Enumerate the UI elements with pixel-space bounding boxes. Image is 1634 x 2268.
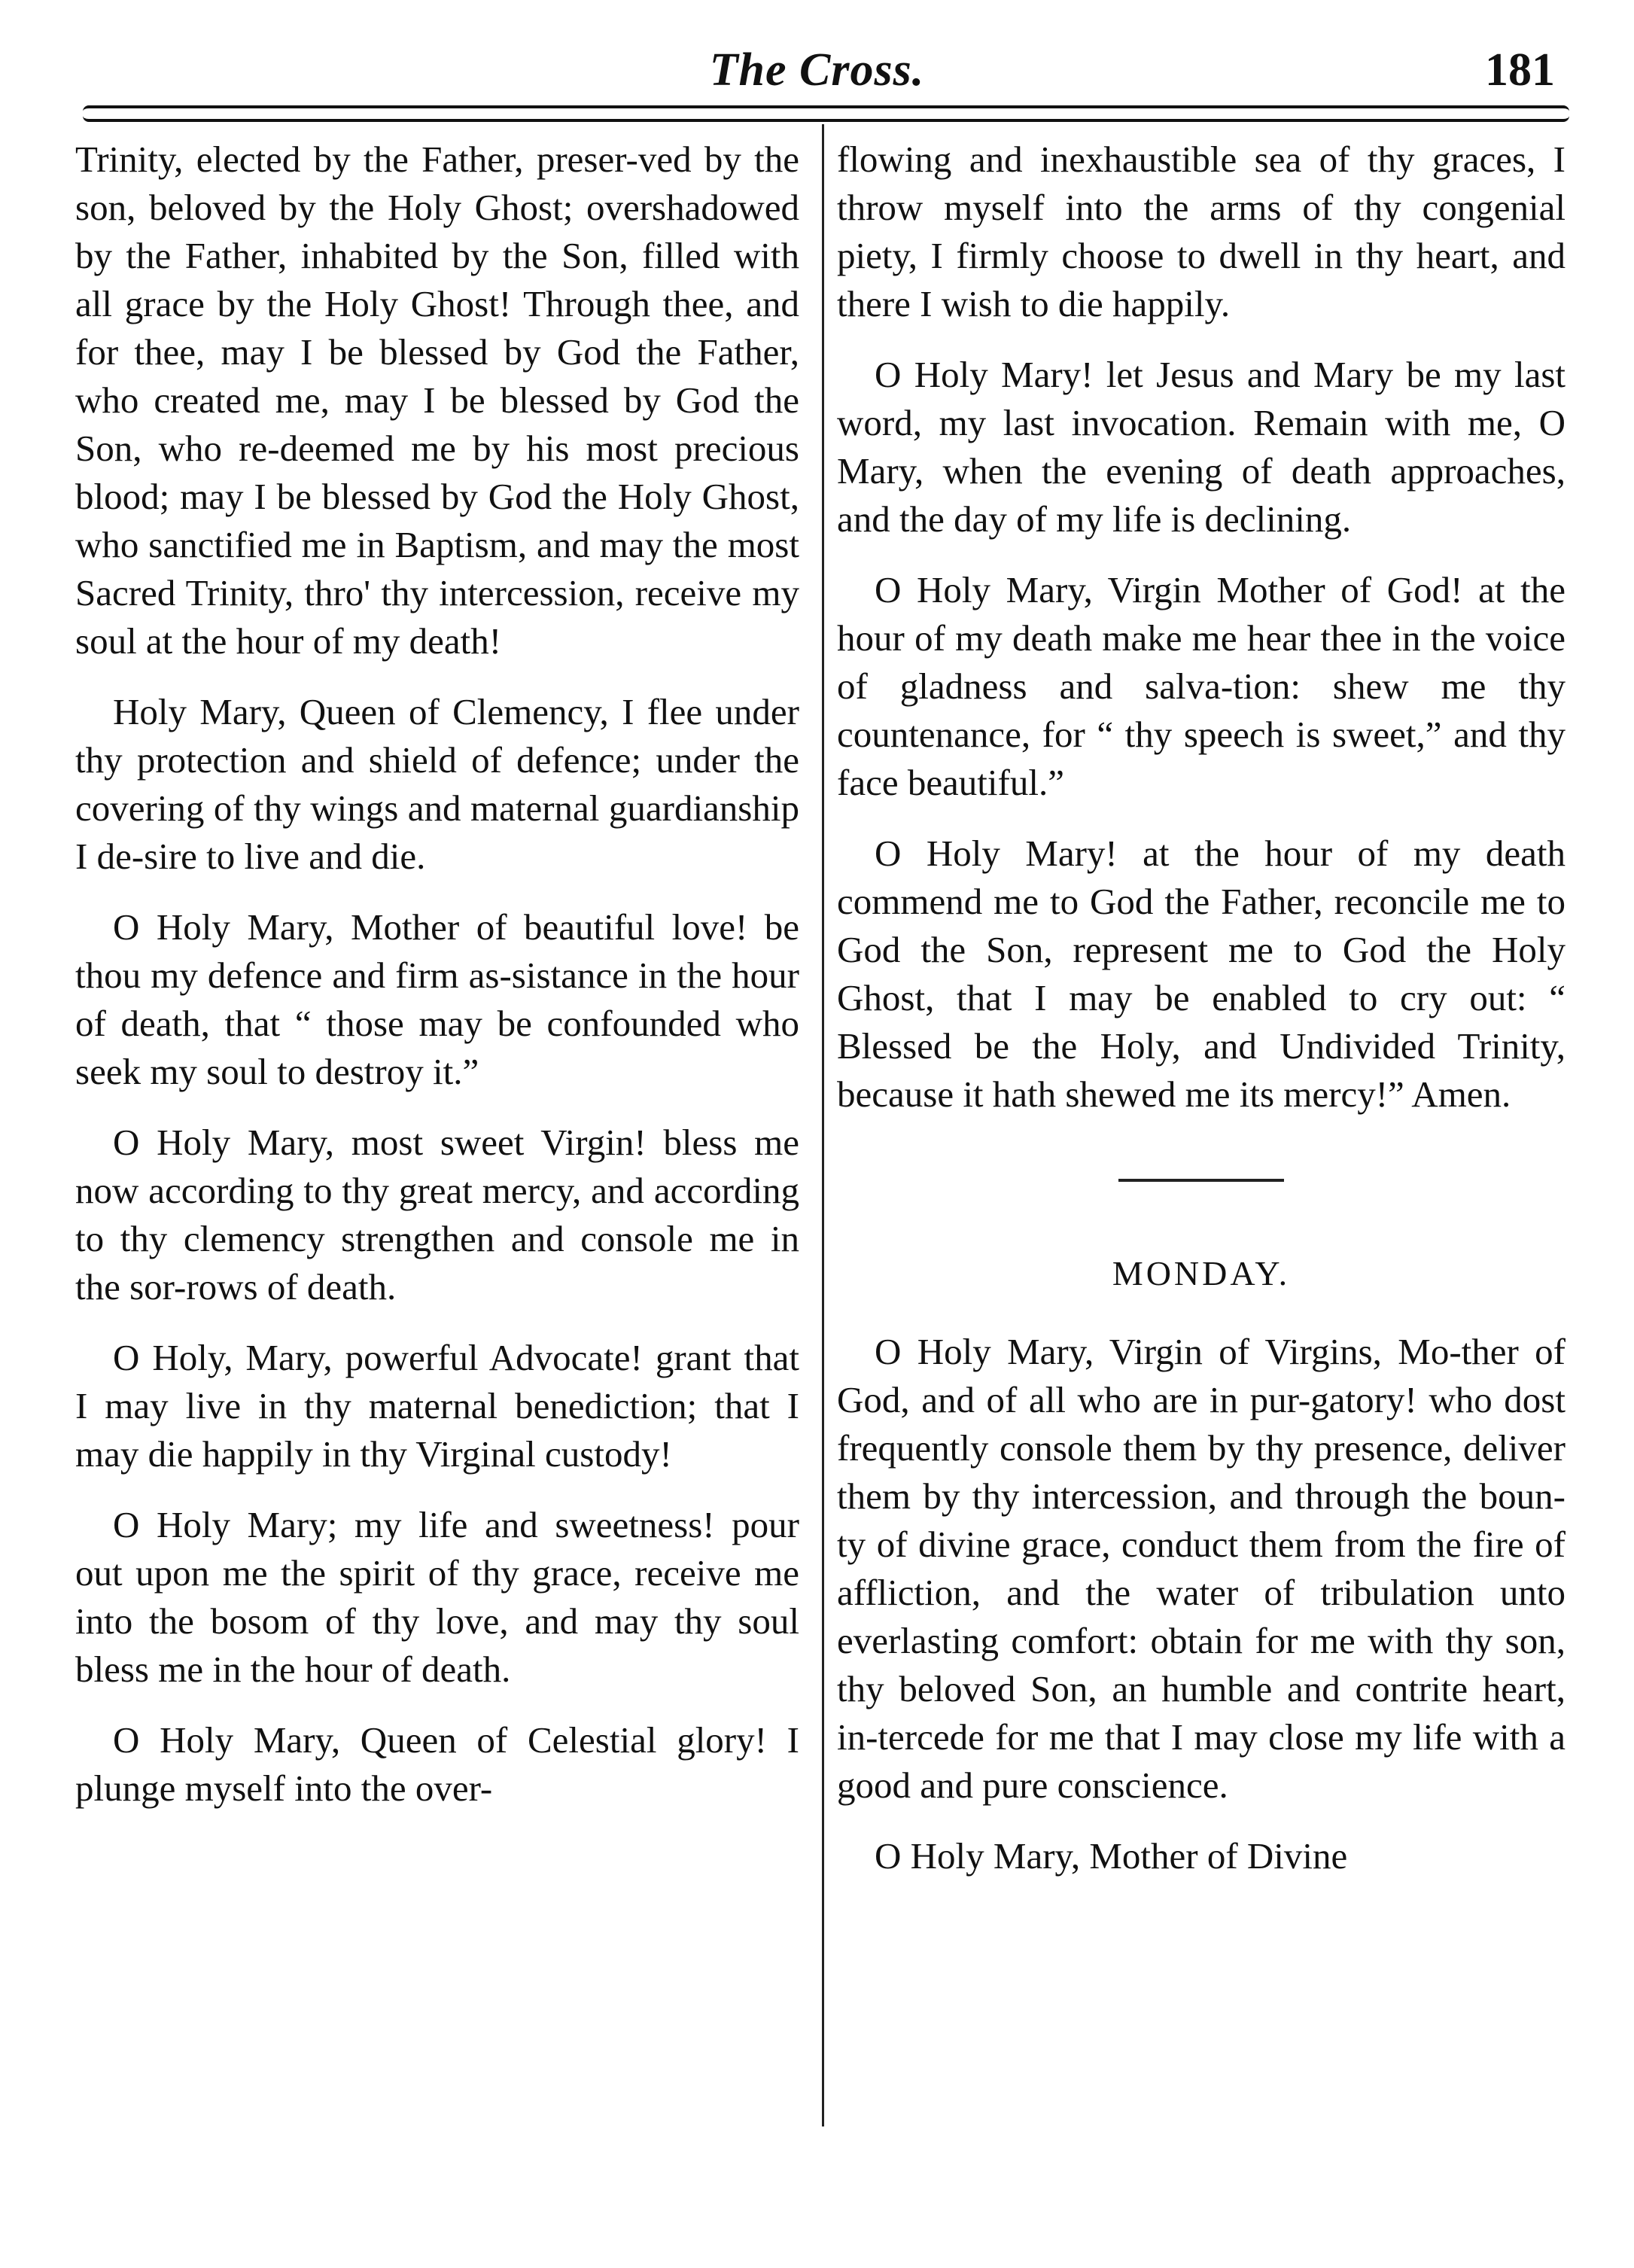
paragraph: Trinity, elected by the Father, preser-ved by the son, beloved by the Holy Ghost; overshadowed by the Father, inhabited by the Son, filled with all grace by the Holy Ghost! Through thee, and for thee, may I be blessed by God the Father, who created me, may I be blessed by God the Son, who re-deemed me by his most precious blood; may I be blessed by God the Holy Ghost, who sanctified me in Baptism, and may the most Sacred Trinity, thro' thy intercession, receive my soul at the hour of my death! <box>75 139 799 662</box>
section-ornament <box>1118 1179 1284 1182</box>
header-rule <box>83 105 1569 122</box>
paragraph: O Holy Mary! at the hour of my death commend me to God the Father, reconcile me to God the Son, represent me to God the Holy Ghost, that I may be enabled to cry out: “ Blessed be the Holy, and Undivided Trinity, because it hath shewed me its mercy!” Amen. <box>837 833 1566 1115</box>
running-header <box>0 44 1634 104</box>
paragraph: O Holy Mary, Virgin of Virgins, Mo-ther of God, and of all who are in pur-gatory! who dost frequently console them by thy presence, deliver them by thy intercession, and through the boun-ty of divine grace, conduct them from the fire of affliction, and the water of tribulation unto everlasting comfort: obtain for me with thy son, thy beloved Son, an humble and contrite heart, in-tercede for me that I may close my life with a good and pure conscience. <box>837 1331 1566 1806</box>
paragraph: O Holy Mary, Queen of Celestial glory! I plunge myself into the over- <box>75 1719 799 1809</box>
paragraph: O Holy, Mary, powerful Advocate! grant that I may live in thy maternal benediction; that I may die happily in thy Virginal custody! <box>75 1337 799 1475</box>
left-column <box>75 135 799 1835</box>
paragraph: O Holy Mary, Virgin Mother of God! at the hour of my death make me hear thee in the voice of gladness and salva-tion: shew me thy countenance, for “ thy speech is sweet,” and thy face beautiful.” <box>837 569 1566 803</box>
column-divider <box>822 124 824 2126</box>
paragraph: O Holy Mary! let Jesus and Mary be my last word, my last invocation. Remain with me, O Mary, when the evening of death approaches, and the day of my life is declining. <box>837 354 1566 540</box>
section-heading: MONDAY. <box>1112 1254 1291 1292</box>
paragraph: O Holy Mary, Mother of beautiful love! be thou my defence and firm as-sistance in the hour of death, that “ those may be confounded who seek my soul to destroy it.” <box>75 906 799 1092</box>
page-number: 181 <box>1485 44 1555 96</box>
paragraph: flowing and inexhaustible sea of thy graces, I throw myself into the arms of thy congenial piety, I firmly choose to dwell in thy heart, and there I wish to die happily. <box>837 139 1566 324</box>
right-column <box>837 135 1566 1903</box>
paragraph: O Holy Mary, Mother of Divine <box>875 1835 1348 1877</box>
paragraph: O Holy Mary, most sweet Virgin! bless me now according to thy great mercy, and according to thy clemency strengthen and console me in the sor-rows of death. <box>75 1122 799 1308</box>
paragraph: Holy Mary, Queen of Clemency, I flee under thy protection and shield of defence; under the covering of thy wings and maternal guardianship I de-sire to live and die. <box>75 691 799 877</box>
paragraph: O Holy Mary; my life and sweetness! pour out upon me the spirit of thy grace, receive me into the bosom of thy love, and may thy soul bless me in the hour of death. <box>75 1504 799 1690</box>
running-title: The Cross. <box>709 44 925 96</box>
